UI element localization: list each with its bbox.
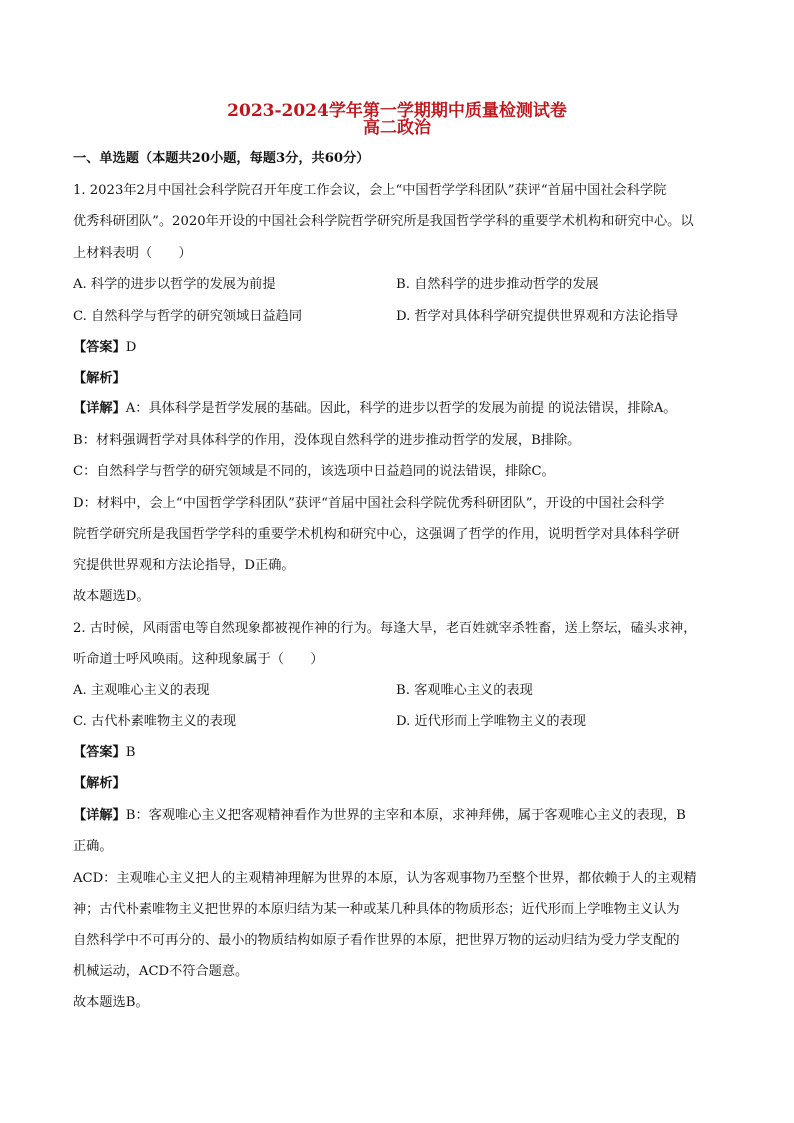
q2-analysis-tag: 【解析】 [73, 776, 126, 791]
q1-detail-line-1 [73, 400, 733, 418]
q2-answer [73, 744, 733, 762]
q2-detail-line-2: 正确。 [73, 839, 113, 854]
q2-detail-line-5: 自然科学中不可再分的、最小的物质结构如原子看作世界的本原，把世界万物的运动归结为受力学支配的 [73, 933, 680, 948]
q2-option-d: D. 近代形而上学唯物主义的表现 [396, 714, 586, 729]
q2-detail-text: B：客观唯心主义把客观精神看作为世界的主宰和本原，求神拜佛，属于客观唯心主义的表现，B [125, 808, 686, 823]
q1-stem-line-1: 1. 2023年2月中国社会科学院召开年度工作会议，会上“中国哲学学科团队”获评“首届中国社会科学院 [73, 183, 667, 198]
q1-option-a: A. 科学的进步以哲学的发展为前提 [73, 277, 276, 292]
section-heading: 一、单选题（本题共20小题，每题3分，共60分） [73, 151, 370, 166]
q1-detail-line-6: 究提供世界观和方法论指导，D正确。 [73, 558, 295, 573]
q1-option-c: C. 自然科学与哲学的研究领域日益趋同 [73, 309, 303, 324]
q1-stem-line-3: 上材料表明（ ） [73, 246, 192, 261]
q1-answer-value: D [125, 340, 137, 355]
q1-answer-tag: 【答案】 [73, 340, 126, 355]
q2-answer-tag: 【答案】 [73, 745, 126, 760]
q2-answer-value: B [125, 745, 136, 760]
q1-conclusion: 故本题选D。 [73, 589, 150, 604]
q1-option-b: B. 自然科学的进步推动哲学的发展 [396, 277, 599, 292]
q1-answer [73, 339, 733, 357]
q2-option-c: C. 古代朴素唯物主义的表现 [73, 714, 237, 729]
q1-detail-text: A：具体科学是哲学发展的基础。因此，科学的进步以哲学的发展为前提 的说法错误，排除A。 [125, 401, 677, 416]
q1-detail-line-3: C：自然科学与哲学的研究领域是不同的，该选项中日益趋同的说法错误，排除C。 [73, 464, 555, 479]
q1-detail-line-4: D：材料中，会上“中国哲学学科团队”获评“首届中国社会科学院优秀科研团队”，开设的中国社会科学 [73, 496, 665, 511]
q2-stem-line-2: 听命道士呼风唤雨。这种现象属于（ ） [73, 652, 324, 667]
q2-detail-line-6: 机械运动，ACD不符合题意。 [73, 964, 249, 979]
q1-detail-line-5: 院哲学研究所是我国哲学学科的重要学术机构和研究中心，这强调了哲学的作用，说明哲学对具体科学研 [73, 527, 680, 542]
document-title: 2023-2024学年第一学期期中质量检测试卷 [227, 101, 567, 121]
q2-option-b: B. 客观唯心主义的表现 [396, 683, 533, 698]
q1-detail-tag: 【详解】 [73, 401, 126, 416]
q1-analysis-tag: 【解析】 [73, 371, 126, 386]
q2-detail-line-3: ACD：主观唯心主义把人的主观精神理解为世界的本原，认为客观事物乃至整个世界，都依赖于人的主观精 [73, 871, 697, 886]
document-subject: 高二政治 [363, 118, 431, 138]
q2-stem-line-1: 2. 古时候，风雨雷电等自然现象都被视作神的行为。每逢大旱，老百姓就宰杀牲畜，送上祭坛，磕头求神， [73, 621, 697, 636]
q1-detail-line-2: B：材料强调哲学对具体科学的作用，没体现自然科学的进步推动哲学的发展，B排除。 [73, 433, 581, 448]
q2-detail-line-4: 神；古代朴素唯物主义把世界的本原归结为某一种或某几种具体的物质形态；近代形而上学唯物主义认为 [73, 902, 680, 917]
q2-detail-tag: 【详解】 [73, 808, 126, 823]
q1-stem-line-2: 优秀科研团队”。2020年开设的中国社会科学院哲学研究所是我国哲学学科的重要学术机构和研究中心。以 [73, 214, 694, 229]
q1-option-d: D. 哲学对具体科学研究提供世界观和方法论指导 [396, 309, 679, 324]
q2-conclusion: 故本题选B。 [73, 995, 149, 1010]
q2-detail-line-1 [73, 807, 733, 825]
q2-option-a: A. 主观唯心主义的表现 [73, 683, 210, 698]
